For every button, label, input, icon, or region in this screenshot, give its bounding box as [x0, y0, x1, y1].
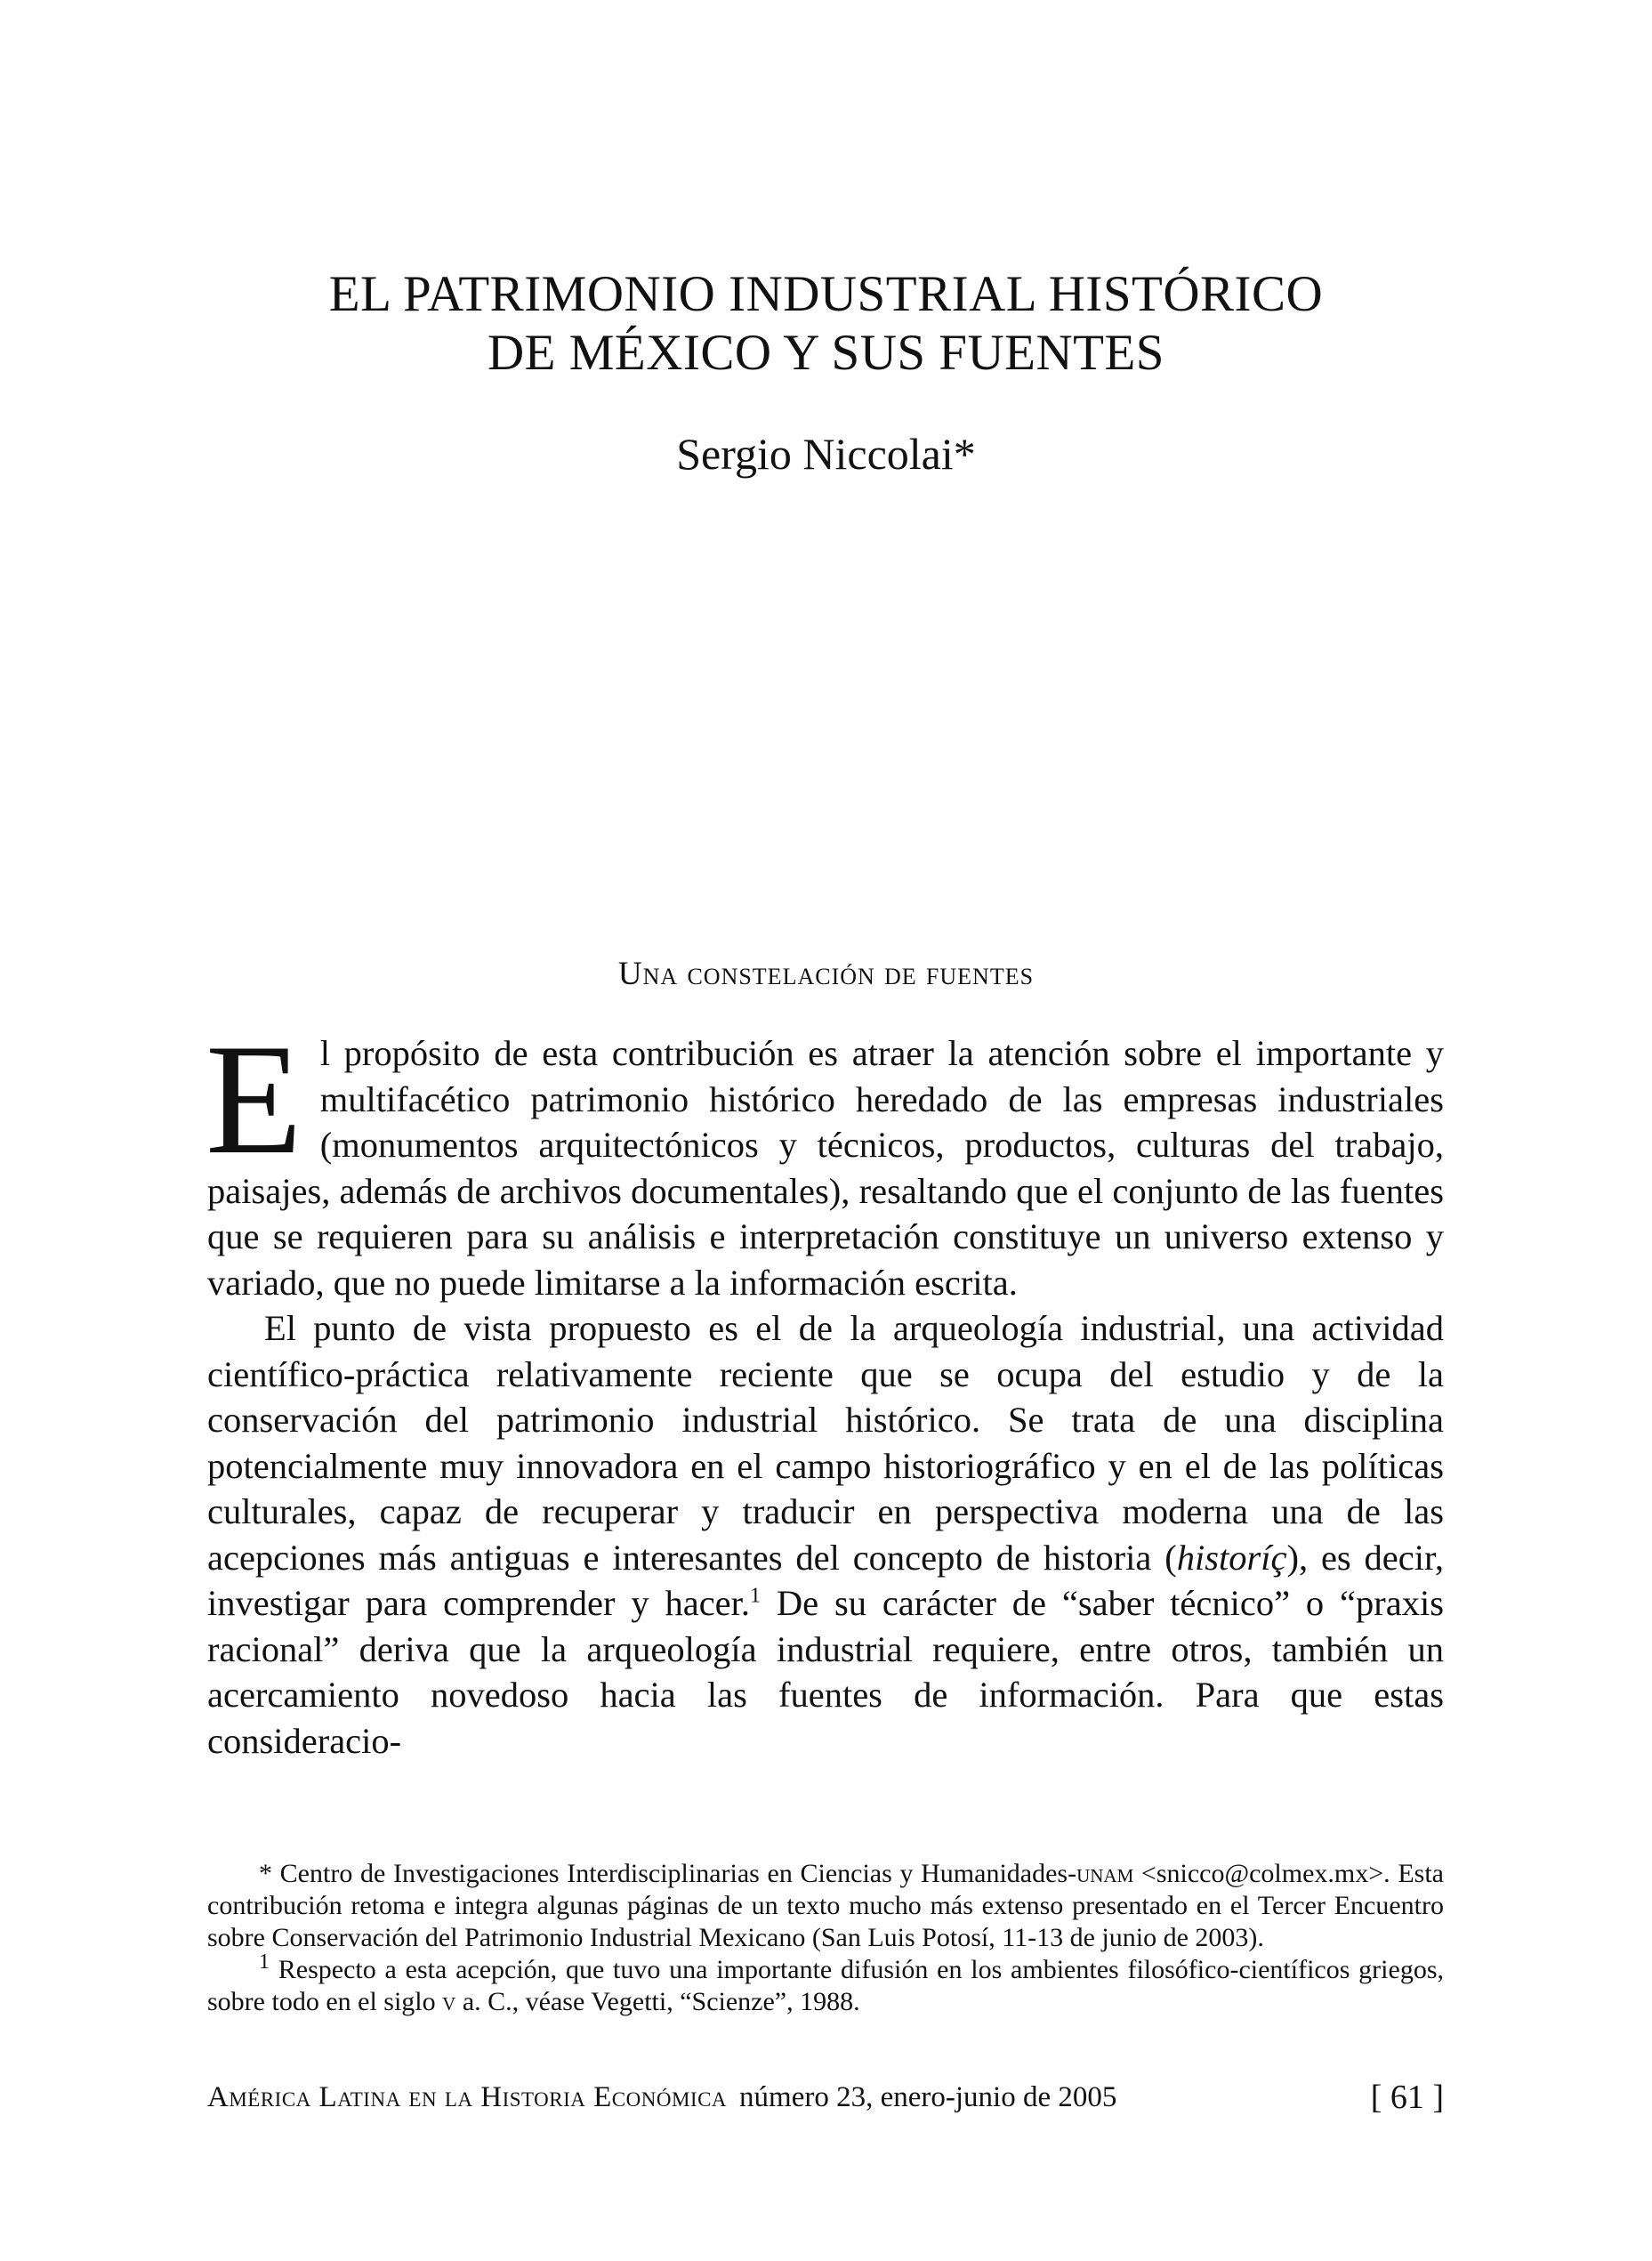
- journal-name: América Latina en la Historia Económica: [207, 2081, 728, 2113]
- title-line-1: EL PATRIMONIO INDUSTRIAL HISTÓRICO: [328, 266, 1324, 322]
- article-title: [0, 265, 1652, 383]
- footnote-1-century: v: [442, 1987, 456, 2016]
- greek-term: historíç: [1176, 1537, 1287, 1578]
- footnote-1: [207, 1950, 1444, 2018]
- running-footer: [207, 2078, 1444, 2117]
- footnote-author: [207, 1858, 1444, 1954]
- footnote-reference-1[interactable]: 1: [750, 1584, 762, 1608]
- footnote-author-text-end: <snicco@colmex.mx>. Esta contribución retoma e integra algunas páginas de un texto mucho más extenso presentado en el Tercer Encuentro sobre Conservación del Patrimonio Industrial Mexicano (San Luis Potosí, 11-13 de junio de 2003).: [207, 1859, 1444, 1952]
- footnote-1-text-end: a. C., véase Vegetti, “Scienze”, 1988.: [455, 1987, 860, 2016]
- footnote-1-marker: 1: [259, 1950, 270, 1974]
- footnote-1-text: Respecto a esta acepción, que tuvo una importante difusión en los ambientes filosófico-científicos griegos, sobre todo en el siglo: [207, 1955, 1444, 2016]
- drop-cap: E: [205, 1011, 302, 1187]
- article-body: [205, 1011, 1445, 1764]
- paragraph-2: [207, 1305, 1444, 1764]
- footnote-author-text: * Centro de Investigaciones Interdisciplinarias en Ciencias y Humanidades-: [259, 1859, 1077, 1888]
- author-name: Sergio Niccolai*: [676, 429, 976, 479]
- footnote-author-institution: unam: [1076, 1859, 1134, 1888]
- footnotes: [207, 1858, 1444, 2018]
- page-number: [ 61 ]: [1370, 2079, 1444, 2116]
- paragraph-2-text-middle: ), es decir, investigar para comprender y hacer.: [207, 1537, 1445, 1623]
- paragraph-1: [205, 1011, 1444, 1305]
- section-heading: Una constelación de fuentes: [617, 956, 1035, 992]
- paragraph-2-text-end: De su carácter de “saber técnico” o “praxis racional” deriva que la arqueología industrial requiere, entre otros, también un acercamiento novedoso hacia las fuentes de información. Para que estas consideracio-: [207, 1583, 1444, 1761]
- paragraph-2-text-start: El punto de vista propuesto es el de la arqueología industrial, una actividad científico-práctica relativamente reciente que se ocupa del estudio y de la conservación del patrimonio industrial histórico. Se trata de una disciplina potencialmente muy innovadora en el campo historiográfico y en el de las políticas culturales, capaz de recuperar y traducir en perspectiva moderna una de las acepciones más antiguas e interesantes del concepto de historia (: [207, 1308, 1444, 1578]
- title-line-2: DE MÉXICO Y SUS FUENTES: [488, 325, 1164, 381]
- paragraph-1-text: l propósito de esta contribución es atraer la atención sobre el importante y multifacético patrimonio histórico heredado de las empresas industriales (monumentos arquitectónicos y técnicos, productos, culturas del trabajo, paisajes, además de archivos documentales), resaltando que el conjunto de las fuentes que se requieren para su análisis e interpretación constituye un universo extenso y variado, que no puede limitarse a la información escrita.: [207, 1033, 1444, 1303]
- issue-info: número 23, enero-junio de 2005: [739, 2081, 1117, 2113]
